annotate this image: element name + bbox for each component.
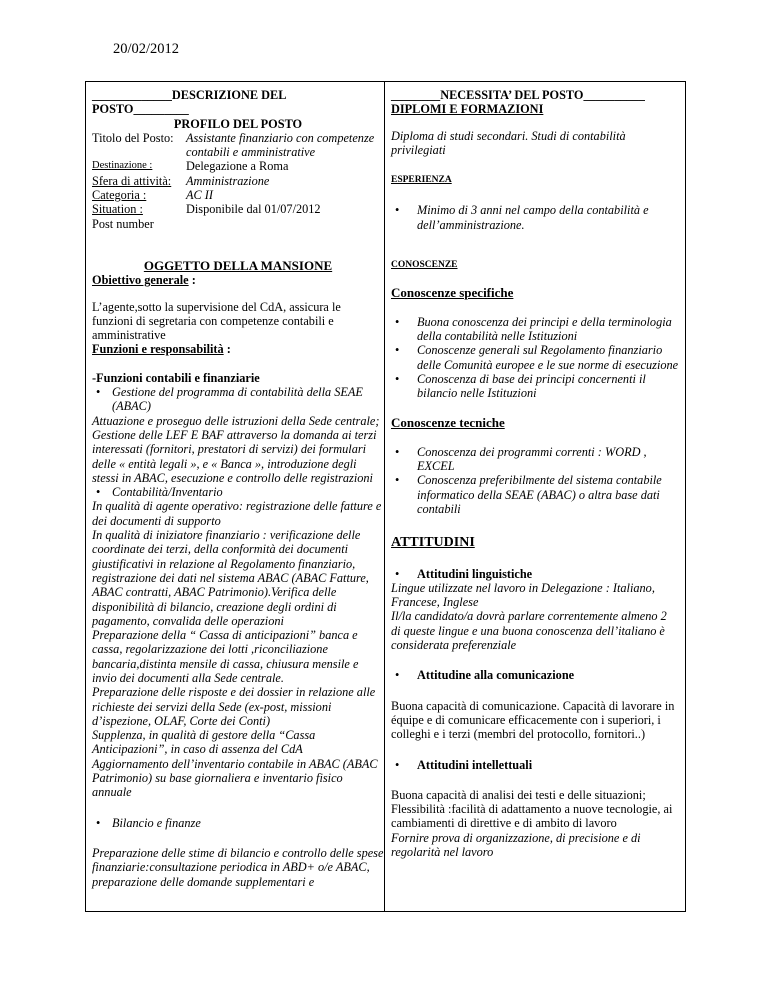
bullet-icon: • [96, 815, 101, 830]
bullet-text: Conoscenza di base dei principi concernenti il bilancio nelle Istituzioni [417, 371, 646, 401]
contabili-title: -Funzioni contabili e finanziarie [92, 370, 260, 385]
list-item [391, 343, 679, 372]
bullet-icon: • [395, 343, 400, 358]
field-sfera [92, 174, 384, 188]
list-item [391, 567, 679, 581]
obiettivo-text: L’agente,sotto la supervisione del CdA, assicura le funzioni di segretaria con competenze contabili e amministrative [92, 299, 341, 343]
obiettivo-label: Obiettivo generale [92, 273, 189, 288]
field-label: Destinazione : [92, 160, 153, 172]
intellettuali-text2: Fornire prova di organizzazione, di precisione e di regolarità nel lavoro [391, 830, 641, 859]
list-item [391, 315, 679, 344]
bullet-text: Gestione del programma di contabilità della SEAE (ABAC) [112, 385, 363, 414]
left-column [92, 88, 384, 889]
field-destinazione [92, 159, 384, 173]
bullet-icon: • [96, 485, 101, 500]
paragraph: In qualità di agente operativo: registrazione delle fatture e dei documenti di supporto [92, 499, 382, 528]
field-value: Disponibile dal 01/07/2012 [186, 202, 321, 217]
list-item [391, 758, 679, 772]
field-situation [92, 202, 384, 216]
attitudini-title: ATTITUDINI [391, 535, 475, 551]
specifiche-title: Conoscenze specifiche [391, 285, 514, 301]
field-value: Delegazione a Roma [186, 159, 289, 174]
list-item [92, 816, 384, 830]
diplomi-title: DIPLOMI E FORMAZIONI [391, 102, 544, 117]
field-categoria [92, 188, 384, 202]
linguistiche-text2: Il/la candidato/a dovrà parlare correntemente almeno 2 di queste lingue e una buona conoscenza dell’italiano è considerata preferenziale [391, 609, 667, 653]
field-titolo [92, 131, 384, 160]
profile-title: PROFILO DEL POSTO [173, 116, 303, 131]
field-value [186, 217, 384, 231]
paragraph: Preparazione delle risposte e dei dossier in relazione alle richieste dei servizi della Sede (ex-post, missioni d’ispezione, OLAF, Corte dei Conti) [92, 685, 376, 728]
tecniche-list [391, 445, 679, 516]
bullet-icon: • [395, 668, 400, 683]
list-item [391, 203, 679, 232]
paragraph: Preparazione della “ Cassa di anticipazioni” banca e cassa, regolarizzazione dei lotti ,riconciliazione bancaria,distinta mensile di cassa, chiusura mensile e invio dei documenti alla Sede centrale. [92, 628, 359, 685]
field-value: Amministrazione [186, 173, 270, 188]
specifiche-list [391, 315, 679, 401]
oggetto-title: OGGETTO DELLA MANSIONE [143, 257, 333, 273]
tecniche-title: Conoscenze tecniche [391, 415, 505, 431]
funzioni-colon: : [223, 342, 231, 357]
bullet-icon: • [395, 757, 400, 772]
paragraph: Attuazione e proseguo delle istruzioni della Sede centrale; [92, 413, 380, 428]
bullet-text: Bilancio e finanze [112, 815, 201, 830]
list-item [391, 445, 679, 474]
obiettivo-heading [92, 273, 384, 287]
job-description-table [85, 81, 686, 912]
intellettuali-title: Attitudini intellettuali [417, 757, 533, 772]
bullet-icon: • [395, 566, 400, 581]
intellettuali-text: Buona capacità di analisi dei testi e delle situazioni; Flessibilità :facilità di adattamento a nuove tecnologie, ai cambiamenti di direttive e di ambito di lavoro [391, 787, 673, 831]
diplomi-text: Diploma di studi secondari. Studi di contabilità privilegiati [391, 128, 626, 157]
field-label: Titolo del Posto: [92, 130, 174, 145]
bullet-text: Conoscenza preferibilmente del sistema contabile informatico della SEAE (ABAC) o altra base dati contabili [417, 473, 662, 516]
field-post-number [92, 217, 384, 231]
paragraph: Aggiornamento dell’inventario contabile in ABAC (ABAC Patrimonio) su base giornaliera e inventario fisico annuale [92, 756, 378, 800]
field-label: Post number [92, 216, 154, 231]
column-divider [384, 82, 385, 911]
field-value: Assistante finanziario con competenze contabili e amministrative [186, 130, 375, 160]
funzioni-heading [92, 342, 384, 356]
linguistiche-text: Lingue utilizzate nel lavoro in Delegazione : Italiano, Francese, Inglese [391, 580, 655, 610]
paragraph: In qualità di iniziatore finanziario : verificazione delle coordinate dei terzi, della conformità dei documenti giustificativi in relazione al Regolamento finanziario, registrazione dei dati nel sistema ABAC (ABAC Fatture, ABAC contratti, ABAC Patrimonio).Verifica delle disponibilità di bilancio, creazione degli ordini di pagamento, convalida delle operazioni [92, 528, 369, 628]
obiettivo-colon: : [188, 273, 196, 288]
comunicazione-text: Buona capacità di comunicazione. Capacità di lavorare in équipe e di comunicare efficacemente con i superiori, i colleghi e i terzi (membri del protocollo, fornitori..) [391, 698, 675, 742]
bullet-icon: • [395, 314, 400, 329]
necessita-header: ________NECESSITA’ DEL POSTO__________ [391, 88, 645, 102]
linguistiche-title: Attitudini linguistiche [417, 566, 533, 581]
right-column [391, 88, 679, 859]
paragraph: Supplenza, in qualità di gestore della “Cassa Anticipazioni”, in caso di assenza del CdA [92, 728, 316, 757]
field-label: Situation : [92, 202, 143, 217]
bullet-icon: • [395, 444, 400, 459]
esperienza-title: ESPERIENZA [391, 175, 452, 186]
bullet-text: Buona conoscenza dei principi e della terminologia della contabilità nelle Istituzioni [417, 314, 672, 343]
comunicazione-title: Attitudine alla comunicazione [417, 668, 575, 683]
field-label: Sfera di attività: [92, 173, 172, 188]
paragraph: Gestione delle LEF E BAF attraverso la domanda ai terzi interessati (fornitori, prestatori di servizi) dei formulari delle « entità legali », e « Banca », introduzione degli stessi in ABAC, esecuzione e controllo delle registrazioni [92, 427, 377, 485]
bullet-icon: • [395, 371, 400, 386]
funzioni-label: Funzioni e responsabilità [92, 342, 224, 357]
bullet-icon: • [96, 385, 101, 400]
bullet-text: Conoscenza dei programmi correnti : WORD , EXCEL [417, 444, 647, 474]
bullet-text: Minimo di 3 anni nel campo della contabilità e dell’amministrazione. [417, 203, 649, 232]
bullet-icon: • [395, 473, 400, 488]
list-item [391, 473, 679, 516]
list-item [92, 485, 384, 499]
description-header: _____________DESCRIZIONE DEL POSTO_________ [92, 88, 286, 117]
paragraph: Preparazione delle stime di bilancio e controllo delle spese finanziarie:consultazione periodica in ABD+ o/e ABAC, preparazione delle domande supplementari e [92, 845, 384, 889]
field-label: Categoria : [92, 188, 147, 203]
document-date: 20/02/2012 [113, 41, 180, 57]
bullet-text: Contabilità/Inventario [112, 485, 223, 500]
list-item [391, 372, 679, 401]
field-value: AC II [186, 188, 213, 203]
conoscenze-title: CONOSCENZE [391, 260, 458, 271]
list-item [391, 668, 679, 682]
list-item [92, 385, 384, 414]
bullet-text: Conoscenze generali sul Regolamento finanziario delle Comunità europee e le sue norme di esecuzione [417, 343, 679, 372]
bullet-icon: • [395, 203, 400, 218]
